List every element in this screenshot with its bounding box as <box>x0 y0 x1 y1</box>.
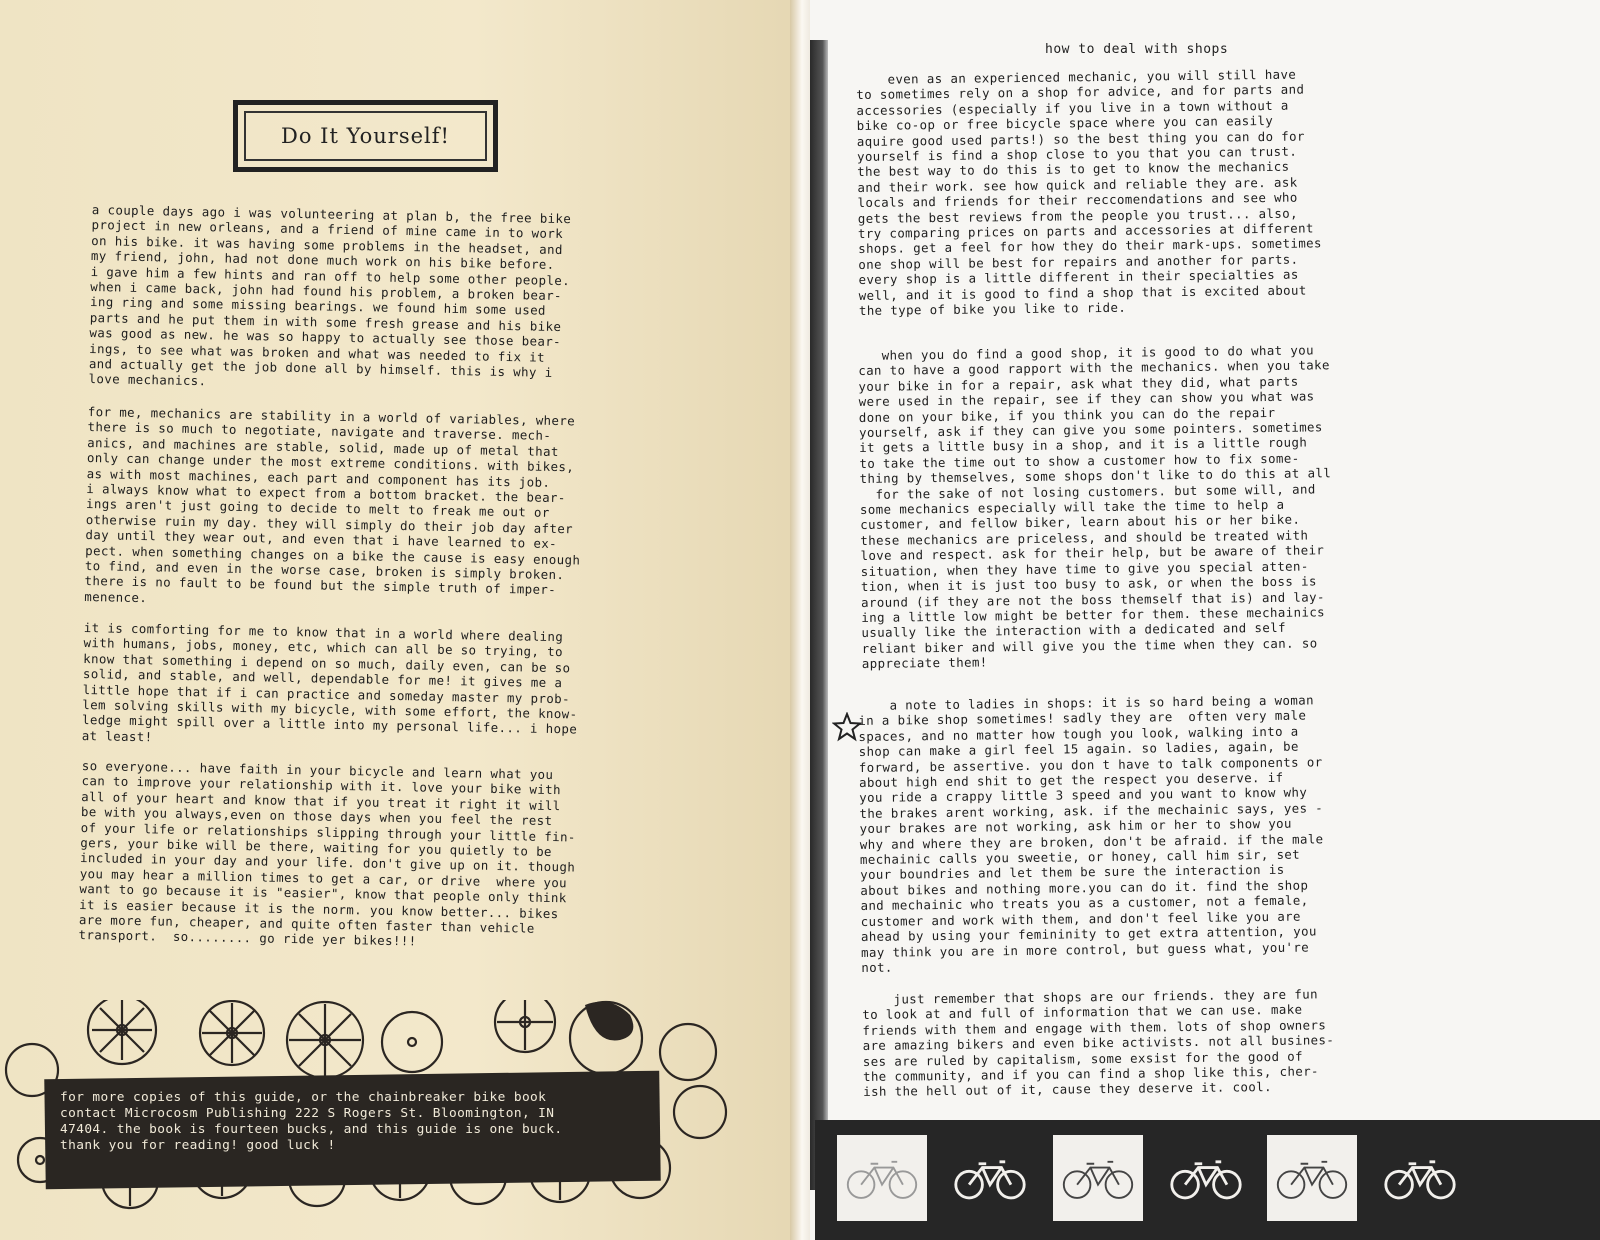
left-paragraph-4: so everyone... have faith in your bicycle and learn what you can to improve your relationship with it. love your bike with all of your heart and know that if you treat it right it will be with you always,even on those days when you feel the rest of your life or relationships slipping through your little fin- gers, your bike will be there, waiting for you quietly to be included in your day and your life. don't give up on it. though you may hear a million times to get a car, or drive where you want to go because it is "easier", know that people only think it is easier because it is the norm. you know better... bikes are more fun, cheaper, and quite often faster than vehicle transport. so........ go ride yer bikes!!! <box>78 758 576 949</box>
bicycle-icon <box>945 1135 1035 1221</box>
bicycle-icon <box>1267 1135 1357 1221</box>
right-paragraph-3: a note to ladies in shops: it is so hard being a woman in a bike shop sometimes! sadly they are often very male spaces, and no matter how tough you look, walking into a shop can make a girl feel 15 again. so ladies, again, be forward, be assertive. you don t have to talk components or about high end shit to get the respect you deserve. if you ride a crappy little 3 speed and you want to know why the brakes arent working, ask. if the mechainic says, yes - your brakes are not working, ask him or her to show you why and where they are broken, don't be afraid. if the male mechainic calls you sweetie, or honey, call him sir, set your boundries and let them be sure the interaction is about bikes and nothing more.you can do it. find the shop and mechainic who treats you as a customer, not a female, customer and work with them, and don't feel like you are ahead by using your femininity to get extra attention, you may think you are in more control, but guess what, you're not. <box>858 692 1324 975</box>
left-page <box>0 0 790 1240</box>
left-paragraph-1: a couple days ago i was volunteering at plan b, the free bike project in new orleans, and a friend of mine came in to work on his bike. it was having some problems in the headset, and my friend, john, had not done much work on his bike before. i gave him a few hints and ran off to help some other people. when i came back, john had found his problem, a broken bear- ing ring and some missing bearings. we found him some used parts and he put them in with some fresh grease and his bike was good as new. he was so happy to actually see those bear- ings, to see what was broken and what was needed to fix it and actually get the job done all by himself. this is why i love mechanics. <box>88 202 572 389</box>
left-paragraph-3: it is comforting for me to know that in a world where dealing with humans, jobs, money, etc, which can all be so trying, to know that something i depend on so much, daily even, can be so solid, and stable, and well, dependable for me! it gives me a little hope that if i can practice and someday master my prob- lem solving skills with my bicycle, with some effort, the know- ledge might spill over a little into my personal life... i hope at least! <box>81 620 578 745</box>
page-title: Do It Yourself! <box>281 124 450 148</box>
bicycle-icon <box>1161 1135 1251 1221</box>
right-paragraph-2: when you do find a good shop, it is good to do what you can to have a good rapport with the mechanics. when you take your bike in for a repair, ask what they did, what parts were used in the repair, see if they can show you what was done on your bike, if you think you can do the repair yourself, ask if they can give you some pointers. sometimes it gets a little busy in a shop, and it is a little rough to take the time out to show a customer how to fix some- thing by themselves, some shops don't like to do this at all for the sake of not losing customers. but some will, and some mechanics especially will take the time to help a customer, and fellow biker, learn about his or her bike. these mechanics are priceless, and should be treated with love and respect. ask for their help, but be aware of their situation, when they have time to give you special atten- tion, when it is just too busy to ask, or when the boss is around (if they are not the boss themself that is) and lay- ing a little low might be better for them. these mechainics usually like the interaction with a dedicated and self reliant biker and will give you the time when they can. so appreciate them! <box>858 342 1332 672</box>
bicycle-tile-strip <box>815 1120 1600 1240</box>
left-paragraph-2: for me, mechanics are stability in a world of variables, where there is so much to negotiate, navigate and traverse. mech- anics, and machines are stable, solid, made up of metal that only can change under the most extreme conditions. with bikes, as with most machines, each part and component has its job. i always know what to expect from a bottom bracket. the bear- ings aren't just going to decide to melt to freak me out or otherwise ruin my day. they will simply do their job day after day until they wear out, and even that i have learned to ex- pect. when something changes on a bike the cause is easy enough to find, and even in the worse case, broken is simply broken. there is no fault to be found but the simple truth of imper- menence. <box>84 404 581 606</box>
star-icon <box>832 712 862 742</box>
right-paragraph-1: even as an experienced mechanic, you will still have to sometimes rely on a shop for advice, and for parts and accessories (especially if you live in a town without a bike co-op or free bicycle space where you can easily aquire good used parts!) so the best thing you can do for yourself is find a shop close to you that you can trust. the best way to do this is to get to know the mechanics and their work. see how quick and reliable they are. ask locals and friends for their reccomendations and see who gets the best reviews from the people you trust... also, try comparing prices on parts and accessories at different shops. get a feel for how they do their mark-ups. sometimes one shop will be best for repairs and another for parts. every shop is a little different in their specialties as well, and it is good to find a shop that is excited about the type of bike you like to ride. <box>856 66 1322 319</box>
spine <box>790 0 810 1240</box>
title-box <box>233 100 498 172</box>
page-edge-shadow <box>810 40 828 1190</box>
right-paragraph-4: just remember that shops are our friends. they are fun to look at and full of information that we can use. make friends with them and engage with them. lots of shop owners are amazing bikers and even bike activists. not all busines- ses are ruled by capitalism, some exsist for the good of the community, and if you can find a shop like this, cher- ish the hell out of it, cause they deserve it. cool. <box>862 986 1335 1100</box>
bicycle-icon <box>1375 1135 1465 1221</box>
bicycle-icon <box>837 1135 927 1221</box>
section-heading: how to deal with shops <box>1045 42 1229 57</box>
bicycle-icon <box>1053 1135 1143 1221</box>
contact-info: for more copies of this guide, or the chainbreaker bike book contact Microcosm Publishing 222 S Rogers St. Bloomington, IN 47404. the book is fourteen bucks, and this guide is one buck. thank you for reading! good luck ! <box>60 1090 563 1153</box>
